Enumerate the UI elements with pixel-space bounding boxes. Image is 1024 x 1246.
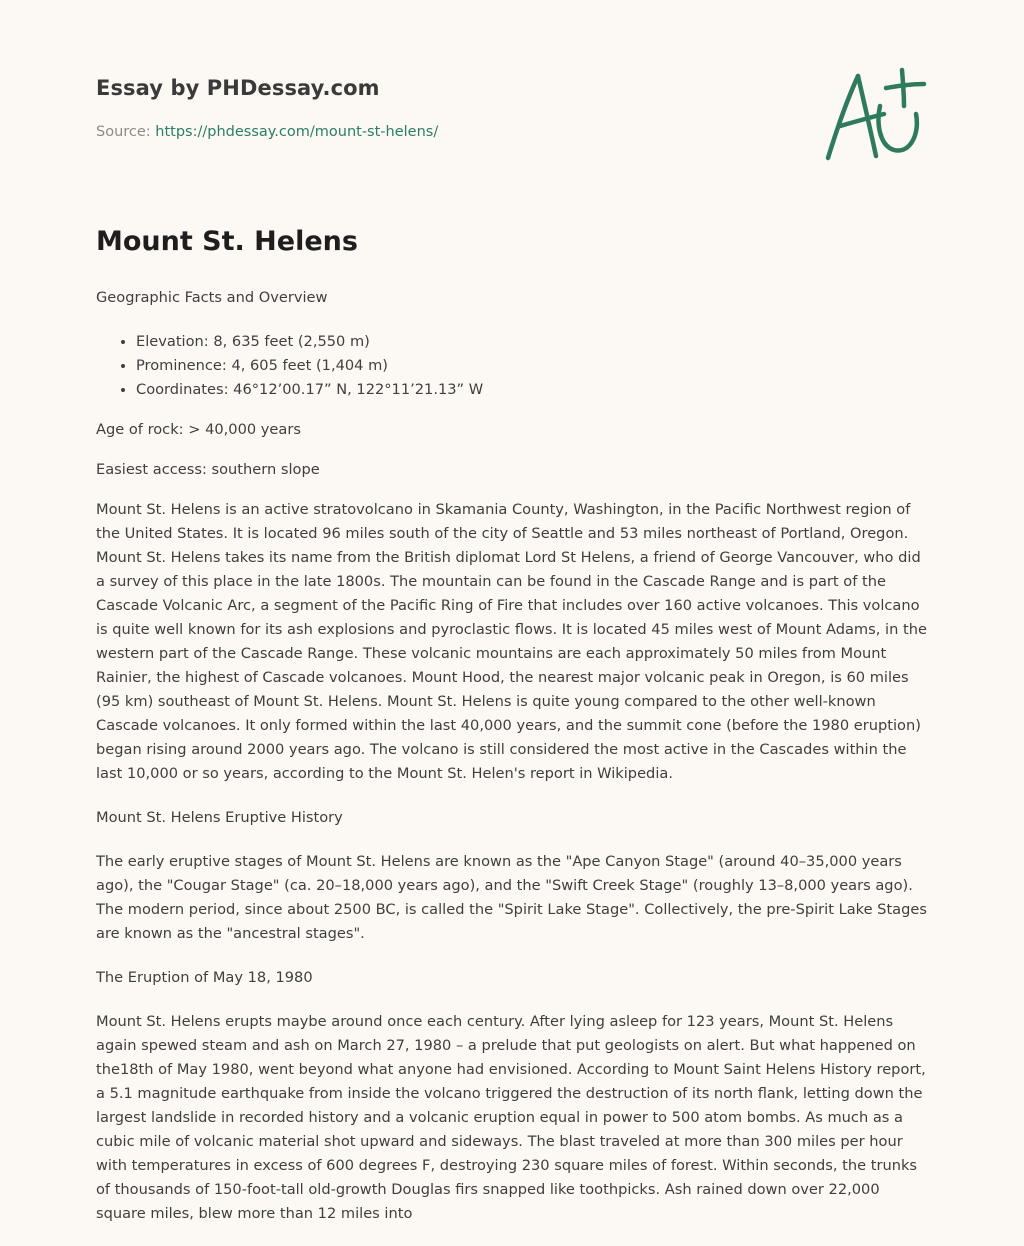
section-heading-eruption: The Eruption of May 18, 1980 (96, 969, 313, 986)
paragraph-history: The early eruptive stages of Mount St. Helens are known as the "Ape Canyon Stage" (around 40–35,000 years ago), the "Cougar Stage" (ca. 20–18,000 years ago), and the "Swift Creek Stage" (roughly 13–8,000 years ago). The modern period, since about 2500 BC, is called the "Spirit Lake Stage". Collectively, the pre-Spirit Lake Stages are known as the "ancestral stages". (96, 853, 927, 942)
essay-title: Mount St. Helens (96, 226, 358, 257)
age-of-rock: Age of rock: > 40,000 years (96, 421, 301, 438)
a-plus-grade-icon (818, 62, 930, 168)
source-line (96, 124, 438, 140)
essay-body (96, 286, 930, 1242)
easiest-access: Easiest access: southern slope (96, 461, 320, 478)
paragraph-eruption: Mount St. Helens erupts maybe around once each century. After lying asleep for 123 years, Mount St. Helens again spewed steam and ash on March 27, 1980 – a prelude that put geologists on alert. But what happened on the18th of May 1980, went beyond what anyone had envisioned. According to Mount Saint Helens History report, a 5.1 magnitude earthquake from inside the volcano triggered the destruction of its north flank, letting down the largest landslide in recorded history and a volcanic eruption equal in power to 500 atom bombs. As much as a cubic mile of volcanic material shot upward and sideways. The blast traveled at more than 300 miles per hour with temperatures in excess of 600 degrees F, destroying 230 square miles of forest. Within seconds, the trunks of thousands of 150-foot-tall old-growth Douglas firs snapped like toothpicks. Ash rained down over 22,000 square miles, blew more than 12 miles into (96, 1013, 926, 1222)
fact-item-elevation: • Elevation: 8, 635 feet (2,550 m) (136, 330, 930, 354)
source-link[interactable]: https://phdessay.com/mount-st-helens/ (155, 124, 439, 140)
site-brand: Essay by PHDessay.com (96, 76, 380, 100)
fact-item-prominence: • Prominence: 4, 605 feet (1,404 m) (136, 354, 930, 378)
source-label: Source: (96, 124, 156, 140)
section-heading-overview: Geographic Facts and Overview (96, 289, 328, 306)
section-heading-history: Mount St. Helens Eruptive History (96, 809, 343, 826)
paragraph-overview: Mount St. Helens is an active stratovolcano in Skamania County, Washington, in the Pacific Northwest region of the United States. It is located 96 miles south of the city of Seattle and 53 miles northeast of Portland, Oregon. Mount St. Helens takes its name from the British diplomat Lord St Helens, a friend of George Vancouver, who did a survey of this place in the late 1800s. The mountain can be found in the Cascade Range and is part of the Cascade Volcanic Arc, a segment of the Pacific Ring of Fire that includes over 160 active volcanoes. This volcano is quite well known for its ash explosions and pyroclastic flows. It is located 45 miles west of Mount Adams, in the western part of the Cascade Range. These volcanic mountains are each approximately 50 miles from Mount Rainier, the highest of Cascade volcanoes. Mount Hood, the nearest major volcanic peak in Oregon, is 60 miles (95 km) southeast of Mount St. Helens. Mount St. Helens is quite young compared to the other well-known Cascade volcanoes. It only formed within the last 40,000 years, and the summit cone (before the 1980 eruption) began rising around 2000 years ago. The volcano is still considered the most active in the Cascades within the last 10,000 or so years, according to the Mount St. Helen's report in Wikipedia. (96, 501, 927, 782)
facts-list (96, 330, 930, 402)
fact-item-coordinates: • Coordinates: 46°12’00.17” N, 122°11’21.13” W (136, 378, 930, 402)
